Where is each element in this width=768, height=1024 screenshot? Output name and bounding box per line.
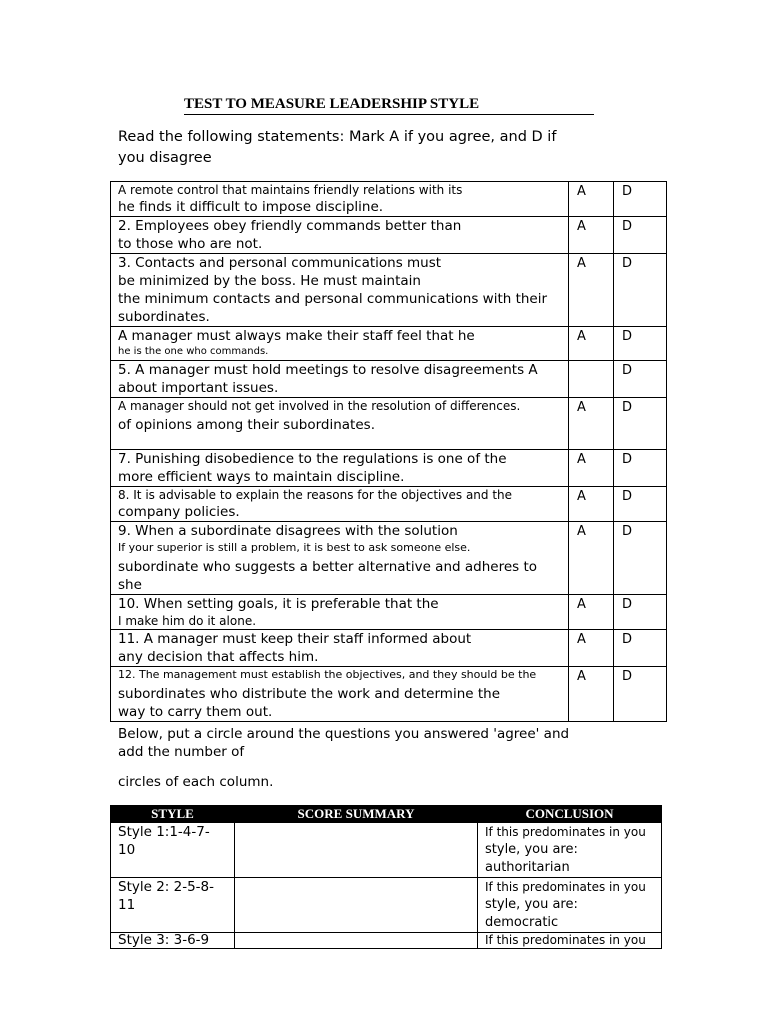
statement-text <box>111 487 569 522</box>
scoring-instructions-line: circles of each column. <box>118 774 274 790</box>
statement-line: way to carry them out. <box>118 704 273 720</box>
statement-text <box>111 217 569 254</box>
table-row <box>111 630 667 667</box>
statement-line: to those who are not. <box>118 236 263 252</box>
statement-text <box>111 182 569 217</box>
style-label: Style 2: 2-5-8- <box>118 879 215 895</box>
score-summary-cell[interactable] <box>235 823 478 878</box>
agree-option[interactable]: A <box>569 398 614 450</box>
disagree-option[interactable]: D <box>614 217 667 254</box>
statement-line: 8. It is advisable to explain the reasons for the objectives and the <box>118 488 513 502</box>
summary-header-row <box>111 806 662 823</box>
style-label: 11 <box>118 897 136 913</box>
agree-option[interactable]: A <box>569 217 614 254</box>
scoring-instructions-line: add the number of <box>118 744 245 760</box>
disagree-option[interactable]: D <box>614 522 667 595</box>
disagree-option[interactable]: D <box>614 450 667 487</box>
disagree-option[interactable]: D <box>614 667 667 722</box>
header-score-summary: SCORE SUMMARY <box>235 806 478 823</box>
statement-line: 10. When setting goals, it is preferable that the <box>118 596 439 612</box>
statement-line: A manager should not get involved in the resolution of differences. <box>118 399 521 413</box>
disagree-option[interactable]: D <box>614 254 667 327</box>
statement-line: I make him do it alone. <box>118 614 257 628</box>
disagree-option[interactable]: D <box>614 327 667 361</box>
score-summary-cell[interactable] <box>235 933 478 949</box>
conclusion-cell <box>478 878 662 933</box>
statement-text <box>111 522 569 595</box>
disagree-option[interactable]: D <box>614 595 667 630</box>
disagree-option[interactable]: D <box>614 398 667 450</box>
conclusion-cell <box>478 823 662 878</box>
page-title: TEST TO MEASURE LEADERSHIP STYLE <box>184 94 594 115</box>
table-row <box>111 878 662 933</box>
table-row <box>111 217 667 254</box>
style-cell <box>111 878 235 933</box>
conclusion-cell <box>478 933 662 949</box>
agree-option[interactable]: A <box>569 630 614 667</box>
style-label: 10 <box>118 842 136 858</box>
table-row <box>111 398 667 450</box>
scoring-instructions <box>118 725 588 761</box>
statement-text <box>111 361 569 398</box>
conclusion-line: If this predominates in you <box>485 825 646 839</box>
statement-line: 3. Contacts and personal communications must <box>118 255 442 271</box>
statement-line: 11. A manager must keep their staff informed about <box>118 631 472 647</box>
statement-text <box>111 630 569 667</box>
statement-line: 9. When a subordinate disagrees with the solution <box>118 523 458 539</box>
agree-option[interactable] <box>569 361 614 398</box>
scoring-instructions-continued <box>118 773 588 791</box>
statement-line: he finds it difficult to impose discipline. <box>118 199 384 215</box>
statement-line: subordinates who distribute the work and determine the <box>118 686 501 702</box>
statement-line: company policies. <box>118 504 240 520</box>
table-row <box>111 327 667 361</box>
statement-line: any decision that affects him. <box>118 649 319 665</box>
conclusion-line: style, you are: <box>485 842 578 857</box>
agree-option[interactable]: A <box>569 487 614 522</box>
statement-text <box>111 595 569 630</box>
statement-line: he is the one who commands. <box>118 346 269 357</box>
style-cell <box>111 933 235 949</box>
style-cell <box>111 823 235 878</box>
instructions-line: you disagree <box>118 150 212 166</box>
statement-line: subordinate who suggests a better alternative and adheres to <box>118 559 538 575</box>
table-row <box>111 667 667 722</box>
table-row <box>111 487 667 522</box>
table-row <box>111 595 667 630</box>
statement-text <box>111 398 569 450</box>
statement-line: the minimum contacts and personal communications with their <box>118 291 548 307</box>
table-row <box>111 182 667 217</box>
table-row <box>111 522 667 595</box>
table-row <box>111 361 667 398</box>
statement-text <box>111 667 569 722</box>
style-label: Style 3: 3-6-9 <box>118 932 210 948</box>
statement-line: If your superior is still a problem, it is best to ask someone else. <box>118 541 471 554</box>
conclusion-line: If this predominates in you <box>485 933 646 947</box>
statement-line: 2. Employees obey friendly commands better than <box>118 218 462 234</box>
instructions-line: Read the following statements: Mark A if you agree, and D if <box>118 129 557 145</box>
statement-line: more efficient ways to maintain discipline. <box>118 469 405 485</box>
statement-line: 12. The management must establish the objectives, and they should be the <box>118 668 537 681</box>
score-summary-cell[interactable] <box>235 878 478 933</box>
statement-line: 7. Punishing disobedience to the regulations is one of the <box>118 451 507 467</box>
statement-line: 5. A manager must hold meetings to resolve disagreements A <box>118 362 538 378</box>
disagree-option[interactable]: D <box>614 361 667 398</box>
conclusion-line: style, you are: <box>485 897 578 912</box>
disagree-option[interactable]: D <box>614 487 667 522</box>
style-label: Style 1:1-4-7- <box>118 824 210 840</box>
table-row <box>111 823 662 878</box>
statements-table <box>110 181 667 722</box>
statement-line: A remote control that maintains friendly relations with its <box>118 183 463 197</box>
statement-line: subordinates. <box>118 309 210 325</box>
header-conclusion: CONCLUSION <box>478 806 662 823</box>
statement-line: of opinions among their subordinates. <box>118 417 375 433</box>
agree-option[interactable]: A <box>569 182 614 217</box>
statement-line: she <box>118 577 142 593</box>
table-row <box>111 450 667 487</box>
agree-option[interactable]: A <box>569 522 614 595</box>
statement-text <box>111 450 569 487</box>
conclusion-line: democratic <box>485 915 559 930</box>
scoring-instructions-line: Below, put a circle around the questions you answered 'agree' and <box>118 726 570 742</box>
statement-text <box>111 254 569 327</box>
disagree-option[interactable]: D <box>614 182 667 217</box>
statement-line: be minimized by the boss. He must maintain <box>118 273 421 289</box>
table-row <box>111 933 662 949</box>
agree-option[interactable]: A <box>569 254 614 327</box>
statement-line: about important issues. <box>118 380 279 396</box>
table-row <box>111 254 667 327</box>
instructions <box>118 127 588 169</box>
agree-option[interactable]: A <box>569 595 614 630</box>
agree-option[interactable]: A <box>569 327 614 361</box>
statement-text <box>111 327 569 361</box>
agree-option[interactable]: A <box>569 667 614 722</box>
conclusion-line: If this predominates in you <box>485 880 646 894</box>
header-style: STYLE <box>111 806 235 823</box>
statement-line: A manager must always make their staff feel that he <box>118 328 475 344</box>
disagree-option[interactable]: D <box>614 630 667 667</box>
summary-table <box>110 805 662 949</box>
conclusion-line: authoritarian <box>485 860 570 875</box>
agree-option[interactable]: A <box>569 450 614 487</box>
